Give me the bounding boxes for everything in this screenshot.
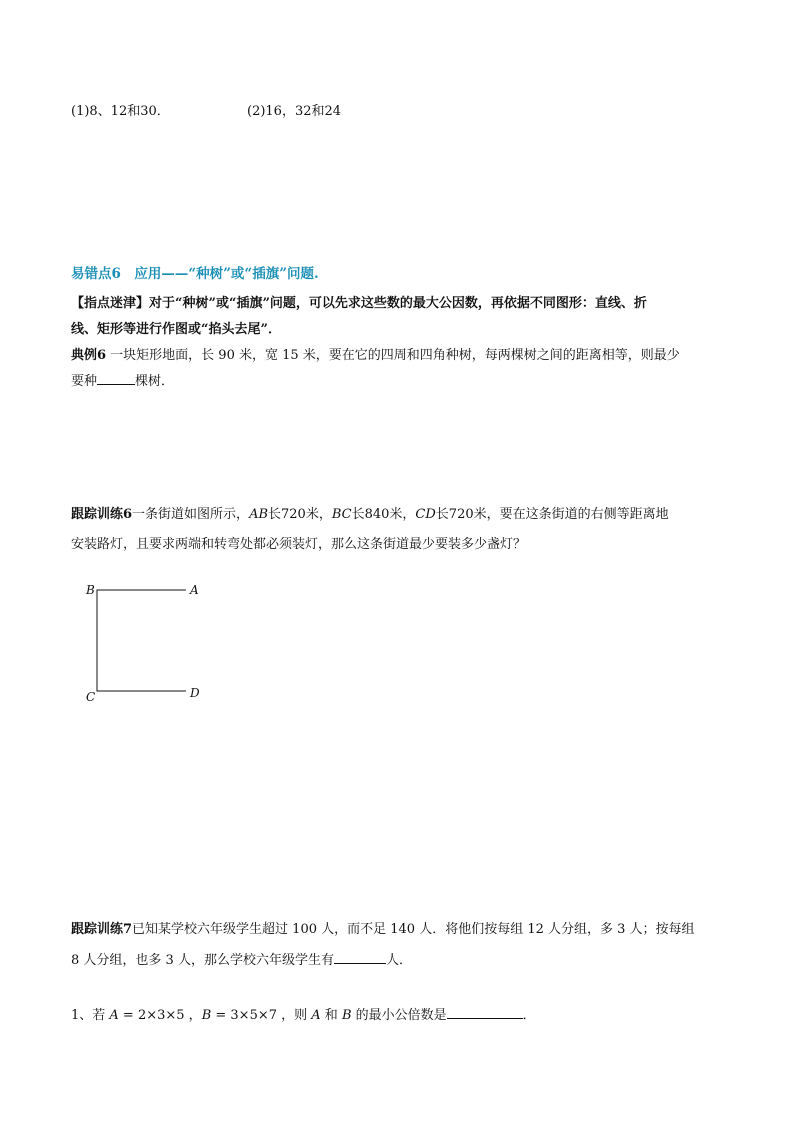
var-a: A — [311, 1008, 321, 1023]
label-d: D — [190, 686, 200, 700]
q1-text: = 2×3×5 ， — [118, 1008, 202, 1023]
example-6-text-1: 一块矩形地面，长 90 米，宽 15 米，要在它的四周和四角种树，每两棵树之间的距离相等，则最少 — [106, 348, 680, 363]
problem-part-2 — [247, 100, 341, 124]
example-6-label: 典例6 — [71, 348, 107, 363]
training-7-line-1 — [71, 918, 695, 942]
tip-label: 【指点迷津】 — [71, 296, 150, 311]
answer-blank[interactable] — [447, 1004, 523, 1019]
label-b: B — [86, 583, 95, 597]
training-6-label: 跟踪训练6 — [71, 507, 133, 522]
example-6-text-2: 要种 — [71, 374, 98, 389]
tip-line-1 — [71, 292, 647, 316]
example-6-line-1 — [71, 344, 680, 368]
q1-text: 1、若 — [71, 1008, 110, 1023]
q1-text: 和 — [320, 1008, 342, 1023]
label-c: C — [86, 690, 96, 704]
part-2: (2)16，32和24 — [247, 104, 342, 119]
question-1-line — [71, 1004, 536, 1028]
segment-cd: CD — [415, 507, 436, 522]
training-6-text: 一条街道如图所示， — [132, 507, 250, 522]
label-a: A — [190, 583, 199, 597]
problem-parts-line — [71, 100, 170, 124]
street-path — [97, 590, 186, 691]
training-6-text: 长720米，要在这条街道的右侧等距离地 — [435, 507, 669, 522]
training-6-text: 长840米， — [351, 507, 416, 522]
var-b: B — [341, 1008, 352, 1023]
training-7-text-1: 已知某学校六年级学生超过 100 人，而不足 140 人．将他们按每组 12 人分组，多 3 人；按每组 — [132, 922, 695, 937]
answer-blank[interactable] — [97, 370, 135, 385]
var-b: B — [201, 1008, 212, 1023]
segment-ab: AB — [249, 507, 269, 522]
part-1: (1)8、12和30． — [71, 104, 170, 119]
training-7-text-2: 8 人分组，也多 3 人，那么学校六年级学生有 — [71, 953, 334, 968]
q1-text: ． — [522, 1008, 536, 1023]
q1-text: = 3×5×7 ，则 — [211, 1008, 312, 1023]
var-a: A — [109, 1008, 119, 1023]
answer-blank[interactable] — [334, 949, 386, 964]
training-6-line-2: 安装路灯，且要求两端和转弯处都必须装灯，那么这条街道最少要装多少盏灯？ — [71, 537, 527, 552]
training-7-label: 跟踪训练7 — [71, 922, 133, 937]
training-6-text: 长720米， — [268, 507, 332, 522]
q1-text: 的最小公倍数是 — [351, 1008, 447, 1023]
tip-line-2: 线、矩形等进行作图或“掐头去尾”． — [71, 322, 281, 337]
street-figure — [80, 578, 220, 708]
example-6-text-3: 棵树． — [135, 374, 175, 389]
tip-text-1: 对于“种树”或“插旗”问题，可以先求这些数的最大公因数，再依据不同图形：直线、折 — [149, 296, 647, 311]
training-7-line-2 — [71, 949, 412, 973]
section-heading: 易错点6 应用——“种树”或“插旗”问题. — [71, 266, 319, 282]
example-6-line-2 — [71, 370, 174, 394]
training-6-line-1 — [71, 503, 669, 527]
segment-bc: BC — [331, 507, 352, 522]
training-7-text-3: 人． — [385, 953, 412, 968]
